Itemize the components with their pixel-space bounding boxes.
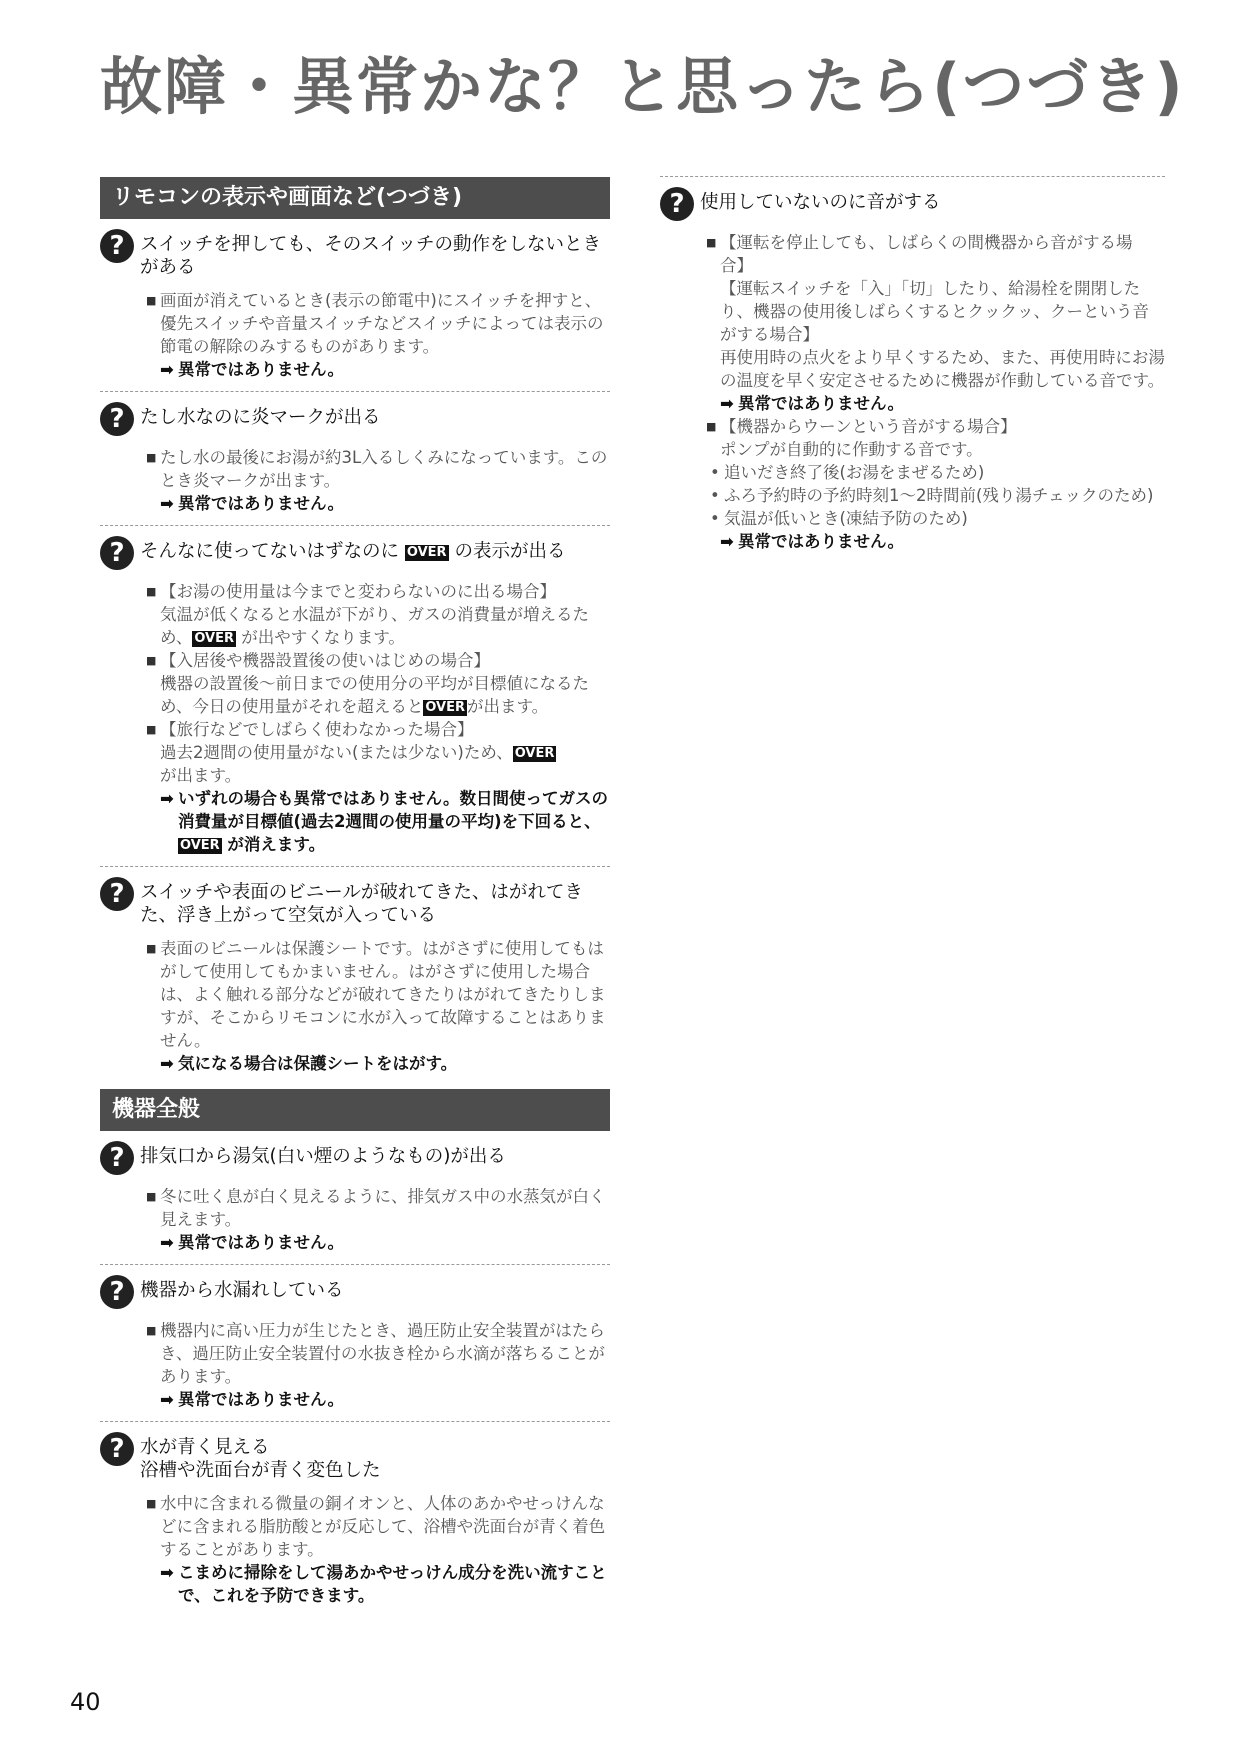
bullet-text-part: 過去2週間の使用量がない(または少ない)ため、 (160, 743, 513, 762)
square-bullet-icon: ■ (146, 451, 157, 464)
square-bullet-icon: ■ (146, 1497, 157, 1510)
dashed-divider (100, 525, 610, 526)
bullet-text (160, 580, 610, 649)
bullet-item (146, 580, 610, 649)
arrow-right-icon: ➡ (160, 1563, 174, 1582)
dot-item (706, 461, 1165, 484)
square-bullet-icon: ■ (146, 585, 157, 598)
conclusion-text: こまめに掃除をして湯あかやせっけん成分を洗い流すことで、これを予防できます。 (178, 1563, 607, 1605)
qa-water-leak (100, 1273, 610, 1422)
bullet-text: 冬に吐く息が白く見えるように、排気ガス中の水蒸気が白く見えます。 (160, 1187, 606, 1229)
dot-text: 追いだき終了後(お湯をまぜるため) (724, 463, 985, 482)
square-bullet-icon: ■ (146, 1190, 157, 1203)
dot-text: 気温が低いとき(凍結予防のため) (724, 509, 968, 528)
over-badge: OVER (514, 746, 555, 761)
conclusion (146, 1231, 610, 1254)
arrow-right-icon: ➡ (160, 1233, 174, 1252)
dot-text: ふろ予約時の予約時刻1～2時間前(残り湯チェックのため) (724, 486, 1154, 505)
qa-over-display (100, 534, 610, 867)
arrow-right-icon: ➡ (720, 394, 734, 413)
conclusion-text-part: が消えます。 (227, 835, 326, 854)
qa-noise-when-unused (660, 185, 1165, 553)
square-bullet-icon: ■ (146, 1324, 157, 1337)
bullet-item (706, 415, 1165, 461)
answer-block (146, 937, 610, 1075)
bullet-text (160, 649, 610, 718)
answer-block (706, 231, 1165, 553)
conclusion (146, 358, 610, 381)
conclusion-text: 異常ではありません。 (738, 532, 904, 551)
conclusion (146, 1388, 610, 1411)
left-column (100, 177, 610, 1607)
arrow-right-icon: ➡ (720, 532, 734, 551)
question-mark-icon: ? (100, 1275, 134, 1309)
conclusion (146, 492, 610, 515)
square-bullet-icon: ■ (146, 723, 157, 736)
conclusion (146, 1561, 610, 1607)
dashed-divider (100, 866, 610, 867)
question-text: スイッチや表面のビニールが破れてきた、はがれてきた、浮き上がって空気が入っている (140, 882, 583, 926)
bullet-text-part: 気温が低くなると水温が下がり、ガスの消費量が増えるため、 (160, 605, 589, 647)
question-line: 浴槽や洗面台が青く変色した (140, 1460, 381, 1481)
conclusion-text-part: いずれの場合も異常ではありません。数日間使ってガスの消費量が目標値(過去2週間の使用量の平均)を下回ると、 (178, 789, 608, 831)
arrow-right-icon: ➡ (160, 1390, 174, 1409)
question-mark-icon: ? (100, 1141, 134, 1175)
question-row (100, 875, 610, 927)
conclusion-text: 気になる場合は保護シートをはがす。 (178, 1054, 458, 1073)
question-text-part: の表示が出る (454, 541, 566, 562)
question-mark-icon: ? (100, 1432, 134, 1466)
bullet-text (720, 415, 1165, 461)
bullet-item (146, 289, 610, 358)
bullet-item (706, 231, 1165, 392)
bullet-title: 【お湯の使用量は今までと変わらないのに出る場合】 (160, 582, 556, 601)
bullet-text-part: が出やすくなります。 (241, 628, 405, 647)
conclusion-text: 異常ではありません。 (178, 360, 344, 379)
qa-blue-water (100, 1430, 610, 1607)
question-text: たし水なのに炎マークが出る (140, 407, 381, 428)
arrow-right-icon: ➡ (160, 1054, 174, 1073)
bullet-text-part: が出ます。 (467, 697, 549, 716)
answer-block (146, 289, 610, 381)
bullet-title: 【入居後や機器設置後の使いはじめの場合】 (160, 651, 490, 670)
qa-flame-mark (100, 400, 610, 526)
dot-bullet-icon: • (710, 486, 720, 505)
bullet-text (160, 718, 610, 787)
page-number: 40 (70, 1688, 101, 1716)
conclusion (146, 1052, 610, 1075)
question-row (100, 534, 610, 570)
square-bullet-icon: ■ (706, 420, 717, 433)
bullet-text-part: 機器の設置後～前日までの使用分の平均が目標値になるため、今日の使用量がそれを超えると (160, 674, 589, 716)
question-row (100, 1430, 610, 1482)
question-row (100, 227, 610, 279)
question-text (140, 534, 565, 563)
bullet-text-part: が出ます。 (160, 766, 242, 785)
conclusion-text (178, 787, 610, 856)
square-bullet-icon: ■ (146, 942, 157, 955)
bullet-text-part: 再使用時の点火をより早くするため、また、再使用時にお湯の温度を早く安定させるために機器が作動している音です。 (720, 348, 1165, 390)
dot-item (706, 484, 1165, 507)
page-title: 故障・異常かな？と思ったら(つづき) (100, 50, 1185, 123)
conclusion (706, 530, 1165, 553)
question-text (140, 1430, 381, 1482)
arrow-right-icon: ➡ (160, 789, 174, 808)
bullet-text (720, 231, 1165, 392)
section-header-remote-display: リモコンの表示や画面など(つづき) (100, 177, 610, 219)
bullet-subtitle: 【運転スイッチを「入」「切」したり、給湯栓を開閉したり、機器の使用後しばらくするとクックッ、クーという音がする場合】 (720, 279, 1149, 344)
question-mark-icon: ? (100, 536, 134, 570)
dashed-divider (660, 176, 1165, 177)
section-header-general: 機器全般 (100, 1089, 610, 1131)
bullet-title: 【運転を停止しても、しばらくの間機器から音がする場合】 (720, 233, 1133, 275)
question-row (100, 1139, 610, 1175)
question-text: 機器から水漏れしている (140, 1280, 344, 1301)
question-text: 排気口から湯気(白い煙のようなもの)が出る (140, 1146, 506, 1167)
qa-exhaust-steam (100, 1139, 610, 1265)
question-text: 使用していないのに音がする (700, 192, 941, 213)
dashed-divider (100, 391, 610, 392)
over-badge: OVER (194, 631, 234, 646)
bullet-text: 表面のビニールは保護シートです。はがさずに使用してもはがして使用してもかまいません。はがさずに使用した場合は、よく触れる部分などが破れてきたりはがれてきたりしますが、そこからリモコンに水が入って故障することはありません。 (160, 939, 606, 1050)
square-bullet-icon: ■ (706, 236, 717, 249)
answer-block (146, 580, 610, 856)
conclusion (146, 787, 610, 856)
bullet-item (146, 649, 610, 718)
dashed-divider (100, 1421, 610, 1422)
dot-bullet-icon: • (710, 509, 720, 528)
bullet-item (146, 1492, 610, 1561)
bullet-item (146, 718, 610, 787)
bullet-item (146, 937, 610, 1052)
dot-item (706, 507, 1165, 530)
qa-switch-not-working (100, 227, 610, 392)
bullet-item (146, 1185, 610, 1231)
arrow-right-icon: ➡ (160, 360, 174, 379)
right-column (660, 176, 1165, 553)
question-text: スイッチを押しても、そのスイッチの動作をしないときがある (140, 234, 602, 278)
question-row (100, 400, 610, 436)
bullet-text: たし水の最後にお湯が約3L入るしくみになっています。このとき炎マークが出ます。 (160, 448, 608, 490)
conclusion-text: 異常ではありません。 (178, 1233, 344, 1252)
question-mark-icon: ? (660, 187, 694, 221)
over-badge: OVER (406, 545, 447, 560)
bullet-title: 【旅行などでしばらく使わなかった場合】 (160, 720, 474, 739)
over-badge: OVER (425, 700, 465, 715)
question-text-part: そんなに使ってないはずなのに (140, 541, 400, 562)
square-bullet-icon: ■ (146, 294, 157, 307)
over-badge: OVER (180, 838, 220, 853)
bullet-text: 機器内に高い圧力が生じたとき、過圧防止安全装置がはたらき、過圧防止安全装置付の水抜き栓から水滴が落ちることがあります。 (160, 1321, 605, 1386)
question-row (100, 1273, 610, 1309)
answer-block (146, 1185, 610, 1254)
question-row (660, 185, 1165, 221)
bullet-text: 画面が消えているとき(表示の節電中)にスイッチを押すと、優先スイッチや音量スイッチなどスイッチによっては表示の節電の解除のみするものがあります。 (160, 291, 604, 356)
conclusion-text: 異常ではありません。 (178, 494, 344, 513)
conclusion (706, 392, 1165, 415)
conclusion-text: 異常ではありません。 (178, 1390, 344, 1409)
answer-block (146, 1492, 610, 1607)
answer-block (146, 1319, 610, 1411)
dashed-divider (100, 1264, 610, 1265)
qa-vinyl-peeling (100, 875, 610, 1075)
dot-bullet-icon: • (710, 463, 720, 482)
question-mark-icon: ? (100, 402, 134, 436)
question-mark-icon: ? (100, 877, 134, 911)
question-mark-icon: ? (100, 229, 134, 263)
answer-block (146, 446, 610, 515)
arrow-right-icon: ➡ (160, 494, 174, 513)
bullet-title: 【機器からウーンという音がする場合】 (720, 417, 1017, 436)
conclusion-text: 異常ではありません。 (738, 394, 904, 413)
bullet-item (146, 446, 610, 492)
question-line: 水が青く見える (140, 1437, 270, 1458)
square-bullet-icon: ■ (146, 654, 157, 667)
bullet-item (146, 1319, 610, 1388)
bullet-text: 水中に含まれる微量の銅イオンと、人体のあかやせっけんなどに含まれる脂肪酸とが反応して、浴槽や洗面台が青く着色することがあります。 (160, 1494, 606, 1559)
bullet-text-part: ポンプが自動的に作動する音です。 (720, 440, 983, 459)
